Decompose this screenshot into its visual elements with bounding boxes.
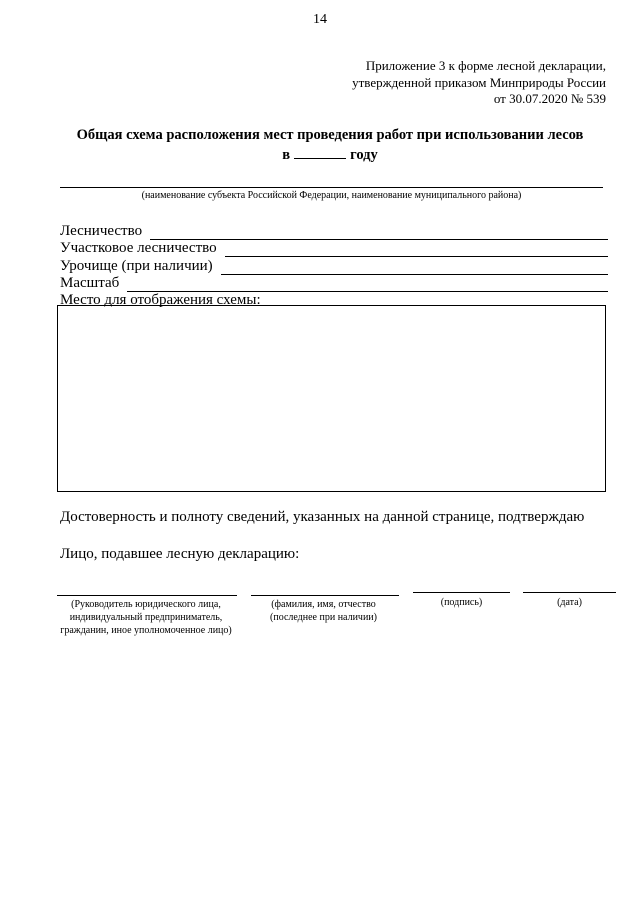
sign-signature-line[interactable] [413, 592, 510, 593]
scale-label: Масштаб [60, 275, 120, 291]
year-blank-field[interactable] [294, 145, 346, 159]
document-title [40, 126, 620, 165]
tract-input-line[interactable] [221, 261, 608, 275]
scheme-area-label: Место для отображения схемы: [60, 292, 261, 308]
subject-caption: (наименование субъекта Российской Федерации, наименование муниципального района) [141, 190, 522, 201]
title-prefix: в [282, 147, 291, 163]
page-number: 14 [313, 12, 327, 27]
appendix-note [352, 58, 606, 108]
forestry-input-line[interactable] [150, 226, 608, 240]
name-signature-line[interactable] [251, 595, 399, 596]
tract-field [60, 257, 608, 275]
name-caption: (фамилия, имя, отчество (последнее при наличии) [270, 599, 377, 623]
person-label: Лицо, подавшее лесную декларацию: [60, 546, 300, 562]
scheme-area-box[interactable] [57, 305, 606, 492]
date-caption: (дата) [557, 597, 582, 608]
district-forestry-field [60, 239, 608, 257]
tract-label: Урочище (при наличии) [60, 258, 213, 274]
appendix-line: от 30.07.2020 № 539 [493, 91, 606, 106]
sign-caption: (подпись) [440, 597, 483, 608]
district-forestry-input-line[interactable] [225, 243, 608, 257]
role-signature-line[interactable] [57, 595, 237, 596]
appendix-line: Приложение 3 к форме лесной декларации, [365, 58, 606, 73]
district-forestry-label: Участковое лесничество [60, 240, 217, 256]
forestry-label: Лесничество [60, 223, 143, 239]
date-signature-line[interactable] [523, 592, 616, 593]
scale-input-line[interactable] [127, 278, 608, 292]
scale-field [60, 274, 608, 292]
title-suffix: году [350, 147, 378, 163]
forestry-field [60, 222, 608, 240]
role-caption: (Руководитель юридического лица, индивидуальный предприниматель, гражданин, иное уполномоченное лицо) [60, 599, 232, 636]
subject-input-line[interactable] [60, 187, 603, 188]
appendix-line: утвержденной приказом Минприроды России [352, 74, 606, 90]
title-year-line [40, 145, 620, 165]
confirmation-text: Достоверность и полноту сведений, указанных на данной странице, подтверждаю [60, 509, 585, 525]
title-line: Общая схема расположения мест проведения работ при использовании лесов [76, 127, 584, 143]
